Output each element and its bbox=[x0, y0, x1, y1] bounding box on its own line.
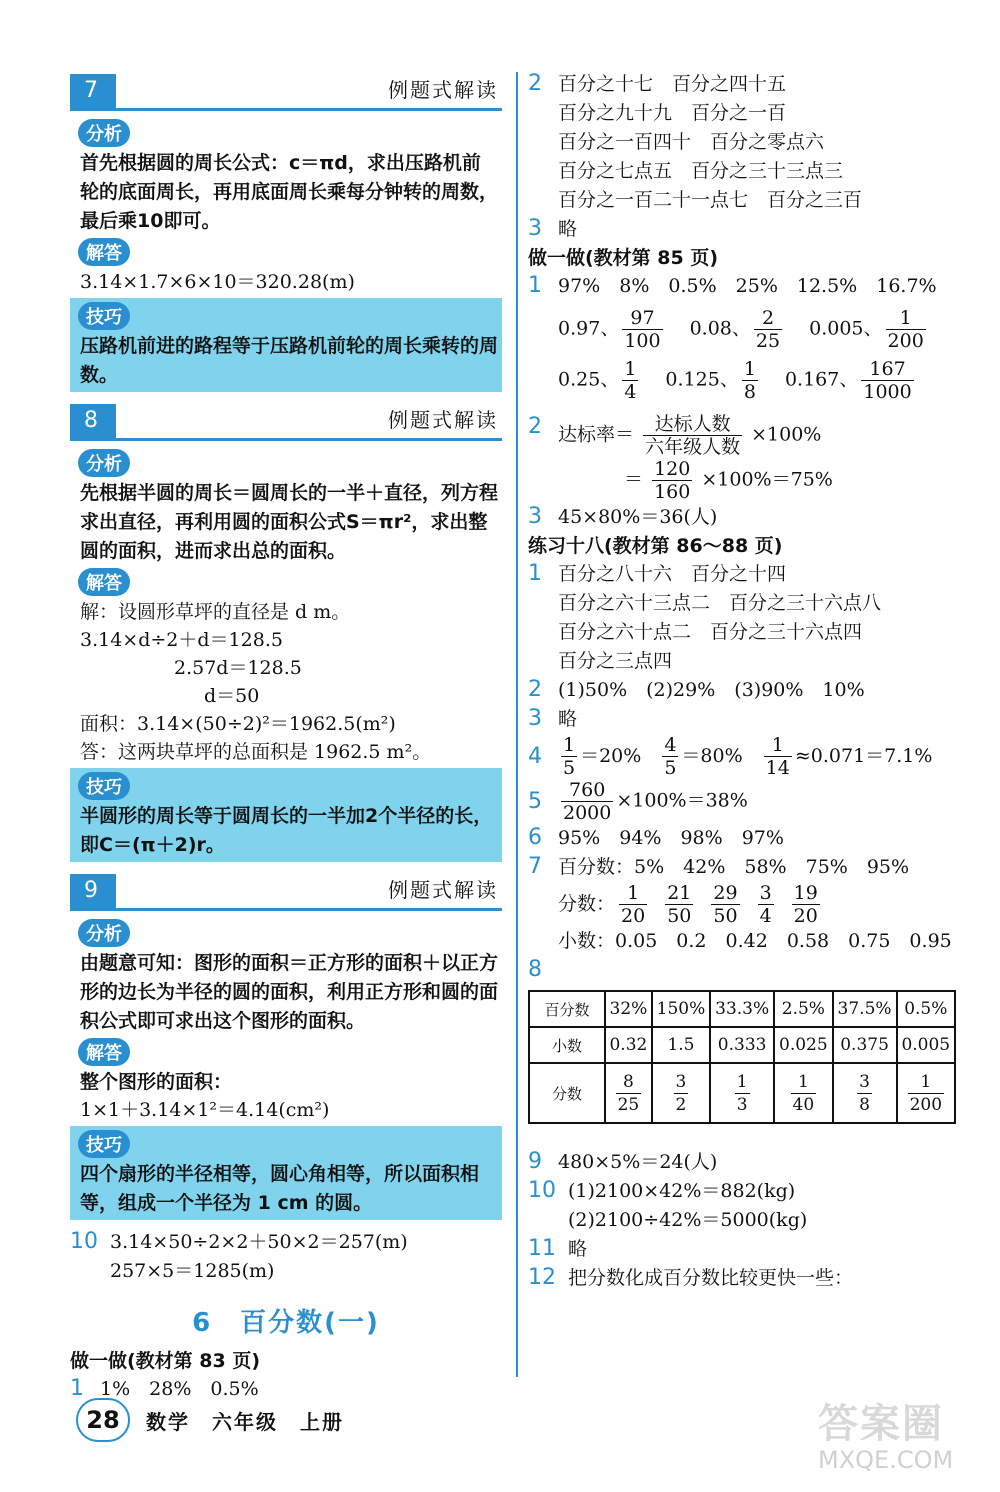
fraction bbox=[886, 307, 926, 352]
question-2 bbox=[528, 70, 968, 215]
answer-line: 百分之一百四十 百分之零点六 bbox=[558, 131, 825, 153]
denominator: 100 bbox=[624, 330, 661, 352]
analysis-text: 由题意可知：图形的面积＝正方形的面积＋以正方形的边长为半径的圆的面积，利用正方形和圆的面积公式即可求出这个图形的面积。 bbox=[80, 952, 499, 1032]
answer-line: 百分之一百二十一点七 百分之三百 bbox=[558, 189, 863, 211]
left-column bbox=[70, 70, 502, 1404]
numerator: 1 bbox=[563, 734, 576, 756]
tip-text: 半圆形的周长等于圆周长的一半加2个半径的长，即C＝(π＋2)r。 bbox=[80, 805, 493, 856]
chapter-title: 6 百分数(一) bbox=[192, 1308, 380, 1338]
denominator: 1000 bbox=[863, 381, 912, 403]
answer-line: 45×80%＝36(人) bbox=[558, 506, 718, 528]
question-3 bbox=[528, 705, 968, 734]
question-number: 1 bbox=[70, 1376, 84, 1401]
numerator: 19 bbox=[793, 882, 818, 904]
answer-line: 1×1＋3.14×1²＝4.14(cm²) bbox=[80, 1099, 330, 1121]
question-12 bbox=[528, 1264, 968, 1293]
tip-box bbox=[70, 1126, 502, 1220]
numerator: 1 bbox=[743, 358, 756, 380]
numerator: 2 bbox=[754, 307, 782, 330]
fraction bbox=[758, 882, 774, 927]
page-number: 28 bbox=[76, 1398, 130, 1442]
conversion-table bbox=[528, 990, 956, 1124]
denominator: 14 bbox=[765, 757, 790, 779]
denominator: 5 bbox=[664, 757, 677, 779]
numerator: 1 bbox=[764, 734, 792, 757]
tip-box bbox=[70, 298, 502, 392]
answer-line: 把分数化成百分数比较更快一些： bbox=[568, 1267, 854, 1289]
decimal-value: 0.97 bbox=[558, 317, 601, 340]
answer-line: 97% 8% 0.5% 25% 12.5% 16.7% bbox=[558, 275, 937, 297]
fraction bbox=[561, 779, 613, 824]
row-header: 小数 bbox=[529, 1027, 605, 1063]
result: ≈0.071＝7.1% bbox=[794, 744, 933, 767]
fraction bbox=[742, 358, 758, 403]
numerator: 8 bbox=[616, 1071, 642, 1094]
analysis-label: 分析 bbox=[78, 449, 130, 477]
denominator: 25 bbox=[755, 330, 781, 352]
numerator: 1 bbox=[624, 358, 637, 380]
answer-line: 略 bbox=[568, 1238, 588, 1260]
question-number: 7 bbox=[528, 854, 542, 879]
fraction bbox=[674, 1071, 689, 1116]
denominator: 2 bbox=[675, 1094, 687, 1115]
answer-line: 整个图形的面积： bbox=[80, 1071, 233, 1093]
question-number: 1 bbox=[528, 561, 542, 586]
answer-line: 答：这两块草坪的总面积是 1962.5 m²。 bbox=[80, 741, 432, 763]
separator: 、 bbox=[839, 368, 859, 391]
result: ＝80% bbox=[681, 744, 743, 767]
question-9 bbox=[528, 1148, 968, 1177]
right-column bbox=[528, 70, 968, 1293]
section-tag: 例题式解读 bbox=[388, 78, 498, 102]
denominator: 20 bbox=[793, 905, 818, 927]
question-8 bbox=[528, 956, 968, 984]
fraction bbox=[764, 734, 792, 779]
answer-line: 1% 28% 0.5% bbox=[100, 1378, 259, 1400]
answer-line bbox=[558, 734, 968, 779]
analysis-label: 分析 bbox=[78, 919, 130, 947]
answer-line: 257×5＝1285(m) bbox=[110, 1260, 275, 1282]
answer-line: (2)2100÷42%＝5000(kg) bbox=[568, 1209, 808, 1231]
numerator: 3 bbox=[675, 1071, 687, 1092]
question-number: 2 bbox=[528, 677, 542, 702]
question-number: 3 bbox=[528, 216, 542, 241]
question-10 bbox=[70, 1228, 502, 1286]
question-3 bbox=[528, 215, 968, 244]
question-4 bbox=[528, 734, 968, 779]
answer-line: (1)2100×42%＝882(kg) bbox=[568, 1180, 796, 1202]
answer-line: 2.57d＝128.5 bbox=[174, 657, 302, 679]
answer-line: 略 bbox=[558, 708, 578, 730]
denominator: 25 bbox=[617, 1094, 640, 1115]
denominator: 20 bbox=[621, 905, 646, 927]
question-2 bbox=[528, 413, 968, 503]
question-number: 4 bbox=[528, 743, 542, 769]
fraction bbox=[791, 1071, 817, 1116]
numerator: 3 bbox=[759, 882, 772, 904]
question-number: 10 bbox=[70, 1229, 98, 1254]
table-cell bbox=[833, 1063, 897, 1123]
question-3 bbox=[528, 503, 968, 532]
denominator: 2000 bbox=[563, 802, 612, 824]
section-9-header bbox=[70, 870, 502, 911]
answer-line: 百分之三点四 bbox=[558, 650, 673, 672]
fraction bbox=[735, 1071, 750, 1116]
denominator: 4 bbox=[759, 905, 772, 927]
question-number: 12 bbox=[528, 1265, 556, 1290]
tip-label: 技巧 bbox=[78, 302, 130, 330]
table-cell bbox=[605, 1063, 652, 1123]
table-cell: 0.005 bbox=[897, 1027, 955, 1063]
question-7 bbox=[528, 853, 968, 956]
answer-line: 95% 94% 98% 97% bbox=[558, 827, 784, 849]
separator: 、 bbox=[600, 317, 620, 340]
question-number: 11 bbox=[528, 1236, 556, 1261]
fraction bbox=[665, 882, 693, 927]
fraction bbox=[622, 307, 662, 352]
numerator: 1 bbox=[908, 1071, 944, 1094]
answer-line: 百分之八十六 百分之十四 bbox=[558, 563, 787, 585]
section-number: 8 bbox=[70, 404, 116, 438]
fraction bbox=[652, 458, 692, 503]
denominator: 8 bbox=[743, 381, 756, 403]
table-cell: 150% bbox=[652, 991, 710, 1027]
analysis-label: 分析 bbox=[78, 119, 130, 147]
table-cell: 0.333 bbox=[710, 1027, 774, 1063]
formula-tail: ×100% bbox=[751, 423, 822, 446]
numerator: 4 bbox=[664, 734, 677, 756]
decimal-value: 0.08 bbox=[689, 317, 732, 340]
fraction bbox=[616, 1071, 642, 1116]
separator: 、 bbox=[731, 317, 751, 340]
answer-line: 百分数：5% 42% 58% 75% 95% bbox=[558, 856, 910, 878]
table-cell: 0.5% bbox=[897, 991, 955, 1027]
question-number: 3 bbox=[528, 504, 542, 529]
fraction bbox=[754, 307, 782, 352]
numerator: 1 bbox=[619, 882, 647, 905]
numerator: 1 bbox=[736, 1071, 748, 1092]
result: ＝20% bbox=[580, 744, 642, 767]
table-cell bbox=[897, 1063, 955, 1123]
table-cell: 0.375 bbox=[833, 1027, 897, 1063]
fraction-rows bbox=[558, 307, 968, 403]
table-cell: 2.5% bbox=[774, 991, 832, 1027]
answer-line: 3.14×1.7×6×10＝320.28(m) bbox=[80, 271, 355, 293]
table-cell: 0.32 bbox=[605, 1027, 652, 1063]
table-cell: 1.5 bbox=[652, 1027, 710, 1063]
subsection-title: 做一做(教材第 83 页) bbox=[70, 1350, 261, 1372]
section-tag: 例题式解读 bbox=[388, 408, 498, 432]
numerator: 1 bbox=[791, 1071, 817, 1094]
denominator: 160 bbox=[654, 481, 691, 503]
fraction bbox=[792, 882, 820, 927]
subsection-title: 练习十八(教材第 86～88 页) bbox=[528, 535, 783, 557]
answer-label: 解答 bbox=[78, 238, 130, 266]
question-5 bbox=[528, 779, 968, 824]
fraction-label: 分数： bbox=[558, 893, 616, 915]
denominator: 8 bbox=[859, 1094, 870, 1115]
denominator: 50 bbox=[713, 905, 738, 927]
formula-tail: ×100%＝75% bbox=[701, 468, 833, 491]
answer-label: 解答 bbox=[78, 1038, 130, 1066]
fraction bbox=[643, 413, 742, 458]
answer-line: 百分之十七 百分之四十五 bbox=[558, 73, 787, 95]
answer-line: 百分之七点五 百分之三十三点三 bbox=[558, 160, 844, 182]
fraction bbox=[622, 358, 638, 403]
column-divider bbox=[516, 72, 518, 1377]
question-10 bbox=[528, 1177, 968, 1235]
answer-line: 解：设圆形草坪的直径是 d m。 bbox=[80, 601, 351, 623]
question-number: 2 bbox=[528, 414, 542, 439]
table-cell: 37.5% bbox=[833, 991, 897, 1027]
watermark-logo: 答案圈 bbox=[818, 1401, 944, 1447]
question-number: 9 bbox=[528, 1149, 542, 1174]
denominator: 4 bbox=[624, 381, 637, 403]
fraction bbox=[861, 358, 913, 403]
numerator: 167 bbox=[861, 358, 913, 381]
table-cell: 0.025 bbox=[774, 1027, 832, 1063]
fraction bbox=[908, 1071, 944, 1116]
table-cell: 33.3% bbox=[710, 991, 774, 1027]
row-header: 分数 bbox=[529, 1063, 605, 1123]
fraction bbox=[662, 734, 678, 779]
answer-line: 480×5%＝24(人) bbox=[558, 1151, 718, 1173]
formula-tail: ×100%＝38% bbox=[616, 789, 748, 812]
formula-lhs: 达标率＝ bbox=[558, 423, 635, 446]
question-number: 1 bbox=[528, 273, 542, 298]
answer-line: 百分之六十点二 百分之三十六点四 bbox=[558, 621, 863, 643]
answer-label: 解答 bbox=[78, 568, 130, 596]
numerator: 1 bbox=[886, 307, 926, 330]
numerator: 3 bbox=[859, 1071, 870, 1092]
tip-text: 四个扇形的半径相等，圆心角相等，所以面积相等，组成一个半径为 1 cm 的圆。 bbox=[80, 1163, 480, 1214]
analysis-text: 首先根据圆的周长公式：c＝πd，求出压路机前轮的底面周长，再用底面周长乘每分钟转的周数，最后乘10即可。 bbox=[80, 152, 499, 232]
question-number: 10 bbox=[528, 1178, 556, 1203]
fraction bbox=[857, 1071, 872, 1116]
decimal-value: 0.125 bbox=[665, 368, 720, 391]
question-number: 6 bbox=[528, 825, 542, 850]
fraction bbox=[561, 734, 577, 779]
separator: 、 bbox=[719, 368, 739, 391]
question-number: 5 bbox=[528, 788, 542, 814]
numerator: 21 bbox=[667, 882, 692, 904]
answer-line: (1)50% (2)29% (3)90% 10% bbox=[558, 679, 865, 701]
fraction bbox=[711, 882, 739, 927]
answer-line: 百分之六十三点二 百分之三十六点八 bbox=[558, 592, 882, 614]
section-number: 9 bbox=[70, 874, 116, 908]
denominator: 200 bbox=[887, 330, 924, 352]
question-number: 8 bbox=[528, 957, 542, 982]
question-1 bbox=[528, 272, 968, 409]
question-6 bbox=[528, 824, 968, 853]
separator: 、 bbox=[600, 368, 620, 391]
denominator: 六年级人数 bbox=[645, 436, 741, 458]
page-footer bbox=[76, 1398, 496, 1448]
question-number: 3 bbox=[528, 706, 542, 731]
numerator: 29 bbox=[713, 882, 738, 904]
question-number: 2 bbox=[528, 71, 542, 96]
table-cell: 32% bbox=[605, 991, 652, 1027]
numerator: 97 bbox=[622, 307, 662, 330]
table-cell bbox=[774, 1063, 832, 1123]
answer-line: 3.14×d÷2＋d＝128.5 bbox=[80, 629, 283, 651]
numerator: 760 bbox=[561, 779, 613, 802]
question-2 bbox=[528, 676, 968, 705]
answer-line: 略 bbox=[558, 218, 578, 240]
section-number: 7 bbox=[70, 74, 116, 108]
question-11 bbox=[528, 1235, 968, 1264]
answer-line: 小数：0.05 0.2 0.42 0.58 0.75 0.95 bbox=[558, 930, 952, 952]
analysis-text: 先根据半圆的周长＝圆周长的一半＋直径，列方程求出直径，再利用圆的面积公式S＝πr²，求出整圆的面积，进而求出总的面积。 bbox=[80, 482, 499, 562]
answer-line: 百分之九十九 百分之一百 bbox=[558, 102, 787, 124]
tip-label: 技巧 bbox=[78, 1130, 130, 1158]
answer-line: d＝50 bbox=[204, 685, 260, 707]
decimal-value: 0.25 bbox=[558, 368, 601, 391]
section-7-header bbox=[70, 70, 502, 111]
denominator: 200 bbox=[909, 1094, 943, 1115]
numerator: 120 bbox=[654, 458, 691, 480]
question-1 bbox=[528, 560, 968, 676]
separator: 、 bbox=[863, 317, 883, 340]
numerator: 达标人数 bbox=[643, 413, 742, 436]
row-header: 百分数 bbox=[529, 991, 605, 1027]
equals-sign: ＝ bbox=[624, 468, 644, 491]
answer-line: 3.14×50÷2×2＋50×2＝257(m) bbox=[110, 1231, 408, 1253]
denominator: 50 bbox=[667, 905, 692, 927]
book-title: 数学 六年级 上册 bbox=[146, 1410, 344, 1434]
decimal-value: 0.167 bbox=[784, 368, 840, 391]
decimal-value: 0.005 bbox=[809, 317, 864, 340]
tip-text: 压路机前进的路程等于压路机前轮的周长乘转的周数。 bbox=[80, 335, 499, 386]
subsection-title: 做一做(教材第 85 页) bbox=[528, 247, 719, 269]
denominator: 5 bbox=[563, 757, 576, 779]
denominator: 40 bbox=[792, 1094, 815, 1115]
section-tag: 例题式解读 bbox=[388, 878, 498, 902]
denominator: 3 bbox=[736, 1094, 748, 1115]
answer-line: 面积：3.14×(50÷2)²＝1962.5(m²) bbox=[80, 713, 396, 735]
table-cell bbox=[710, 1063, 774, 1123]
watermark-url: MXQE.COM bbox=[818, 1446, 954, 1474]
fraction bbox=[619, 882, 647, 927]
table-cell bbox=[652, 1063, 710, 1123]
tip-box bbox=[70, 768, 502, 862]
tip-label: 技巧 bbox=[78, 772, 130, 800]
section-8-header bbox=[70, 400, 502, 441]
